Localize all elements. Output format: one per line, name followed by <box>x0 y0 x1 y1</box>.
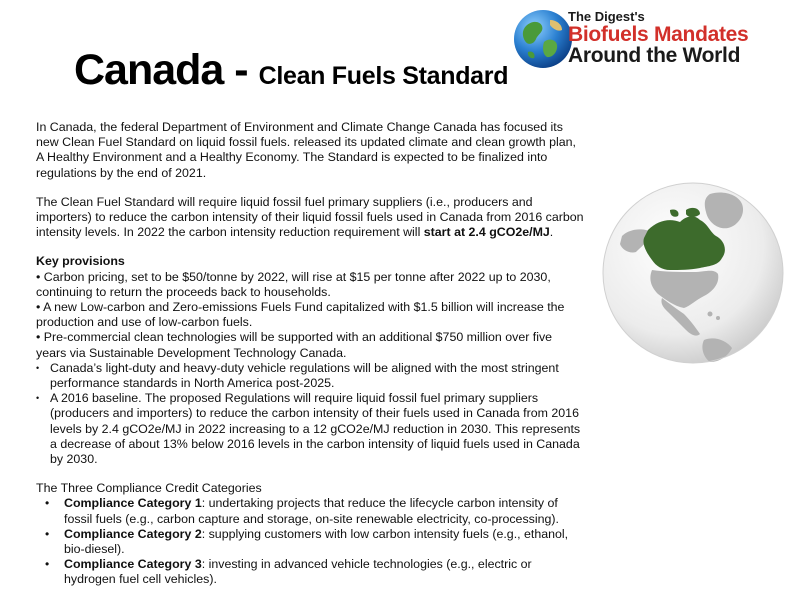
provision-item: • Carbon pricing, set to be $50/tonne by 2022, will rise at $15 per tonne after 2022 up to 2030, continuing to return the proceeds back to households. <box>36 269 551 299</box>
list-item <box>36 527 584 557</box>
category-text: : investing in advanced vehicle technologies (e.g., electric or hydrogen fuel cell vehicles). <box>64 557 532 587</box>
title-main: Canada <box>74 46 224 94</box>
bullet-icon: • <box>45 496 50 511</box>
provision-item: • A new Low-carbon and Zero-emissions Fuels Fund capitalized with $1.5 billion will increase the production and use of low-carbon fuels. <box>36 300 565 330</box>
earth-globe-icon <box>512 8 574 70</box>
logo-line-1: The Digest's <box>568 9 645 24</box>
digest-logo <box>512 6 792 70</box>
provision-dot-item <box>36 361 584 391</box>
main-content <box>36 120 584 588</box>
list-item <box>36 496 584 526</box>
key-provisions-heading: Key provisions <box>36 254 125 269</box>
title-subtitle: Clean Fuels Standard <box>258 62 509 90</box>
intro-p2-bold: start at 2.4 gCO2e/MJ <box>423 225 550 240</box>
list-item <box>36 557 584 587</box>
intro-p2-end: . <box>549 225 554 240</box>
categories-list <box>36 496 584 587</box>
title-separator: - <box>223 46 259 94</box>
provision-dot-item <box>36 391 584 467</box>
provision-dot-text: A 2016 baseline. The proposed Regulations will require liquid fossil fuel primary suppliers (producers and importers) to reduce the carbon intensity of their fuels used in Canada from 2016 levels by 2.4 gCO2e/MJ in 2022 increasing to a 12 gCO2e/MJ reduction in 2030. This represents a decrease of about 13% below 2016 levels in the carbon intensity of liquid fuels used in Canada by 2030. <box>50 391 581 467</box>
bullet-icon: • <box>45 557 50 572</box>
logo-line-3: Around the World <box>568 44 741 67</box>
category-text: : undertaking projects that reduce the lifecycle carbon intensity of fossil fuels (e.g., carbon capture and storage, on-site renewable electricity, co-processing). <box>64 496 559 526</box>
bullet-icon: • <box>45 526 50 541</box>
provision-item: • Pre-commercial clean technologies will be supported with an additional $750 million over five years via Sustainable Development Technology Canada. <box>36 330 553 360</box>
logo-text <box>568 10 748 66</box>
category-label: Compliance Category 1 <box>64 496 202 511</box>
category-label: Compliance Category 3 <box>64 557 202 572</box>
intro-p2-text: The Clean Fuel Standard will require liquid fossil fuel primary suppliers (i.e., producers and importers) to reduce the carbon intensity of their liquid fossil fuels used in Canada from 2016 carbon intensity levels. In 2022 the carbon intensity reduction requirement will <box>36 194 584 240</box>
category-text: : supplying customers with low carbon intensity fuels (e.g., ethanol, bio-diesel). <box>64 526 569 557</box>
bullet-icon: • <box>36 362 40 373</box>
provision-dot-text: Canada’s light-duty and heavy-duty vehicle regulations will be aligned with the most stringent performance standards in North America post-2025. <box>50 360 559 391</box>
logo-line-2: Biofuels Mandates <box>568 23 749 46</box>
intro-paragraph-1: In Canada, the federal Department of Environment and Climate Change Canada has focused its new Clean Fuel Standard on liquid fossil fuels. released its updated climate and clean growth plan, A Healthy Environment and a Healthy Economy. The Standard is expected to be finalized into regulations by the end of 2021. <box>36 120 577 180</box>
canada-globe-map <box>600 180 786 366</box>
page-title <box>74 46 508 95</box>
bullet-icon: • <box>36 393 40 404</box>
globe-highlighting-canada-icon <box>600 180 786 366</box>
category-label: Compliance Category 2 <box>64 526 202 541</box>
categories-heading: The Three Compliance Credit Categories <box>36 481 262 496</box>
intro-paragraph-2 <box>36 195 584 241</box>
